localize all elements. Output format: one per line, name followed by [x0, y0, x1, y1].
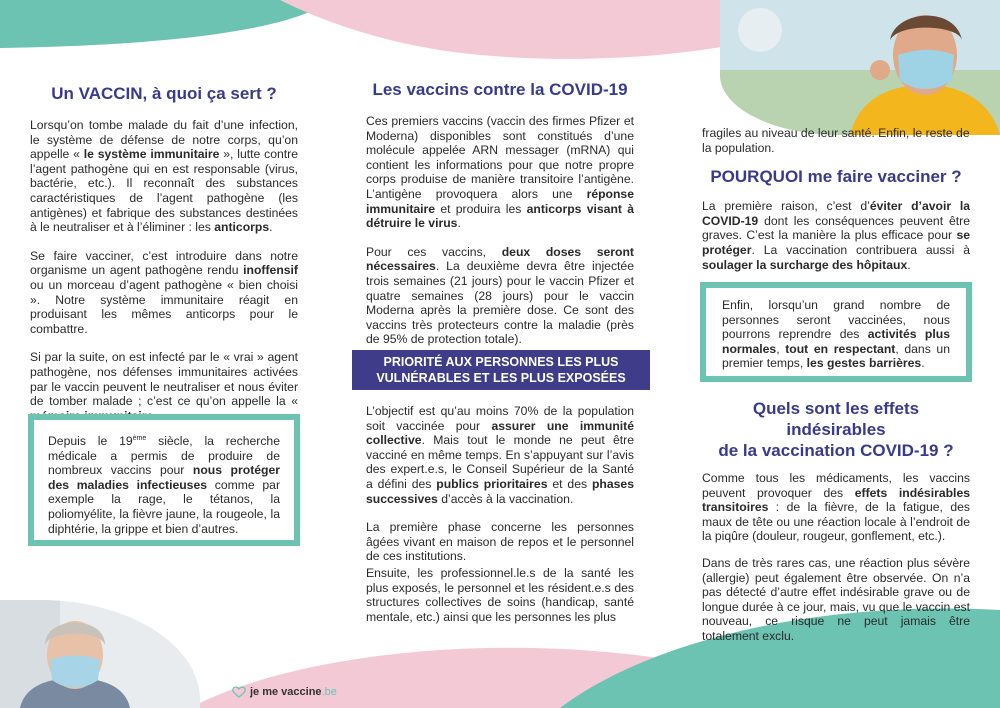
column-2-lower [366, 404, 634, 624]
column-1 [30, 84, 298, 423]
photo-woman-with-mask [720, 0, 1000, 135]
top-teal-wave [0, 0, 330, 48]
logo-jemevaccine [232, 686, 337, 698]
title-effets-indesirables: Quels sont les effets indésirables de la vaccination COVID-19 ? [718, 399, 954, 460]
paragraph-ensuite: Ensuite, les professionnel.le.s de la santé les plus exposés, le personnel et les résident.e.s des structures collectives de soins (handicap, santé mentale, etc.) ainsi que les personnes les plus [366, 565, 634, 624]
paragraph-systeme-immunitaire: Lorsqu’on tombe malade du fait d’une infection, le système de défense de notre corps, qu’on appelle « le système immunitaire », lutte contre l’agent pathogène qui en est responsable (virus, bactérie, etc.). Il reconnaît des substances caractéristiques de l’agent pathogène (les antigènes) et fabrique des substances destinées à le neutraliser et à l’éliminer : les anticorps. [30, 118, 298, 235]
title-vaccin: Un VACCIN, à quoi ça sert ? [51, 84, 277, 103]
paragraph-premiere-phase: La première phase concerne les personnes âgées vivant en maison de repos et le personnel de ces institutions. [366, 520, 634, 564]
paragraph-immunite-collective: L’objectif est qu’au moins 70% de la population soit vaccinée pour assurer une immunité collective. Mais tout le monde ne peut être vacciné en même temps. En s’appuyant sur l’avis des expert.e.s, le Conseil Supérieur de la Santé a défini des publics prioritaires et des phases successives d’accès à la vaccination. [366, 404, 634, 506]
paragraph-arn-messager: Ces premiers vaccins (vaccin des firmes Pfizer et Moderna) disponibles sont constitués d’une molécule appelée ARN messager (mRNA) qui contient les informations pour que notre propre corps produise de manière transitoire l’antigène. L’antigène provoquera alors une réponse immunitaire et produira les anticorps visant à détruire le virus. [366, 114, 634, 231]
paragraph-fragiles: fragiles au niveau de leur santé. Enfin, le reste de la population. [702, 126, 970, 155]
box-histoire-text: Depuis le 19ème siècle, la recherche médicale a permis de produire de nombreux vaccins pour nous protéger des maladies infectieuses comme par exemple la rage, le tétanos, la poliomyélite, la fièvre jaune, la rougeole, la diphtérie, la grippe et bien d’autres. [48, 434, 281, 536]
box-histoire-vaccins [28, 414, 300, 546]
heart-icon [232, 686, 246, 698]
paragraph-effets-transitoires: Comme tous les médicaments, les vaccins peuvent provoquer des effets indésirables transitoires : de la fièvre, de la fatigue, des maux de tête ou une réaction locale à l’endroit de la piqûre (douleur, rougeur, gonflement, etc.). [702, 471, 970, 544]
box-gestes-text: Enfin, lorsqu’un grand nombre de personnes seront vaccinées, nous pourrons reprendre des activités plus normales, tout en respectant, dans un premier temps, les gestes barrières. [722, 298, 950, 371]
box-gestes-barrieres [700, 282, 972, 382]
banner-priorite: PRIORITÉ AUX PERSONNES LES PLUS VULNÉRABLES ET LES PLUS EXPOSÉES [352, 350, 650, 390]
paragraph-premiere-raison: La première raison, c’est d’éviter d’avoir la COVID-19 dont les conséquences peuvent être graves. C’est la manière la plus efficace pour se protéger. La vaccination contribuera aussi à soulager la surcharge des hôpitaux. [702, 199, 970, 272]
column-3 [702, 126, 970, 272]
title-vaccins-covid: Les vaccins contre la COVID-19 [372, 80, 628, 99]
paragraph-deux-doses: Pour ces vaccins, deux doses seront nécessaires. La deuxième devra être injectée trois semaines (21 jours) pour le vaccin Pfizer et quatre semaines (28 jours) pour le vaccin Moderna après la première dose. Ce sont des vaccins très protecteurs contre la maladie (près de 95% de protection totale). [366, 244, 634, 347]
paragraph-rares-cas: Dans de très rares cas, une réaction plus sévère (allergie) peut également être observée. On n’a pas détecté d’autre effet indésirable grave ou de longue durée à ce jour, mais, vu que le vaccin est nouveau, ce risque ne peut jamais être totalement exclu. [702, 555, 970, 643]
column-3-lower [702, 398, 970, 644]
logo-text: je me vaccine.be [250, 686, 337, 698]
column-2 [366, 80, 634, 347]
title-pourquoi: POURQUOI me faire vacciner ? [710, 167, 962, 187]
paragraph-se-faire-vacciner: Se faire vacciner, c’est introduire dans notre organisme un agent pathogène rendu inoffensif ou un morceau d’agent pathogène « bien choisi ». Notre système immunitaire réagit en produisant les mêmes anticorps pour le combattre. [30, 248, 298, 336]
paragraph-memoire-immunitaire: Si par la suite, on est infecté par le « vrai » agent pathogène, nos défenses immunitaires activées par le vaccin peuvent le neutraliser et nous éviter de tomber malade ; c’est ce qu’on appelle la « [30, 350, 298, 409]
